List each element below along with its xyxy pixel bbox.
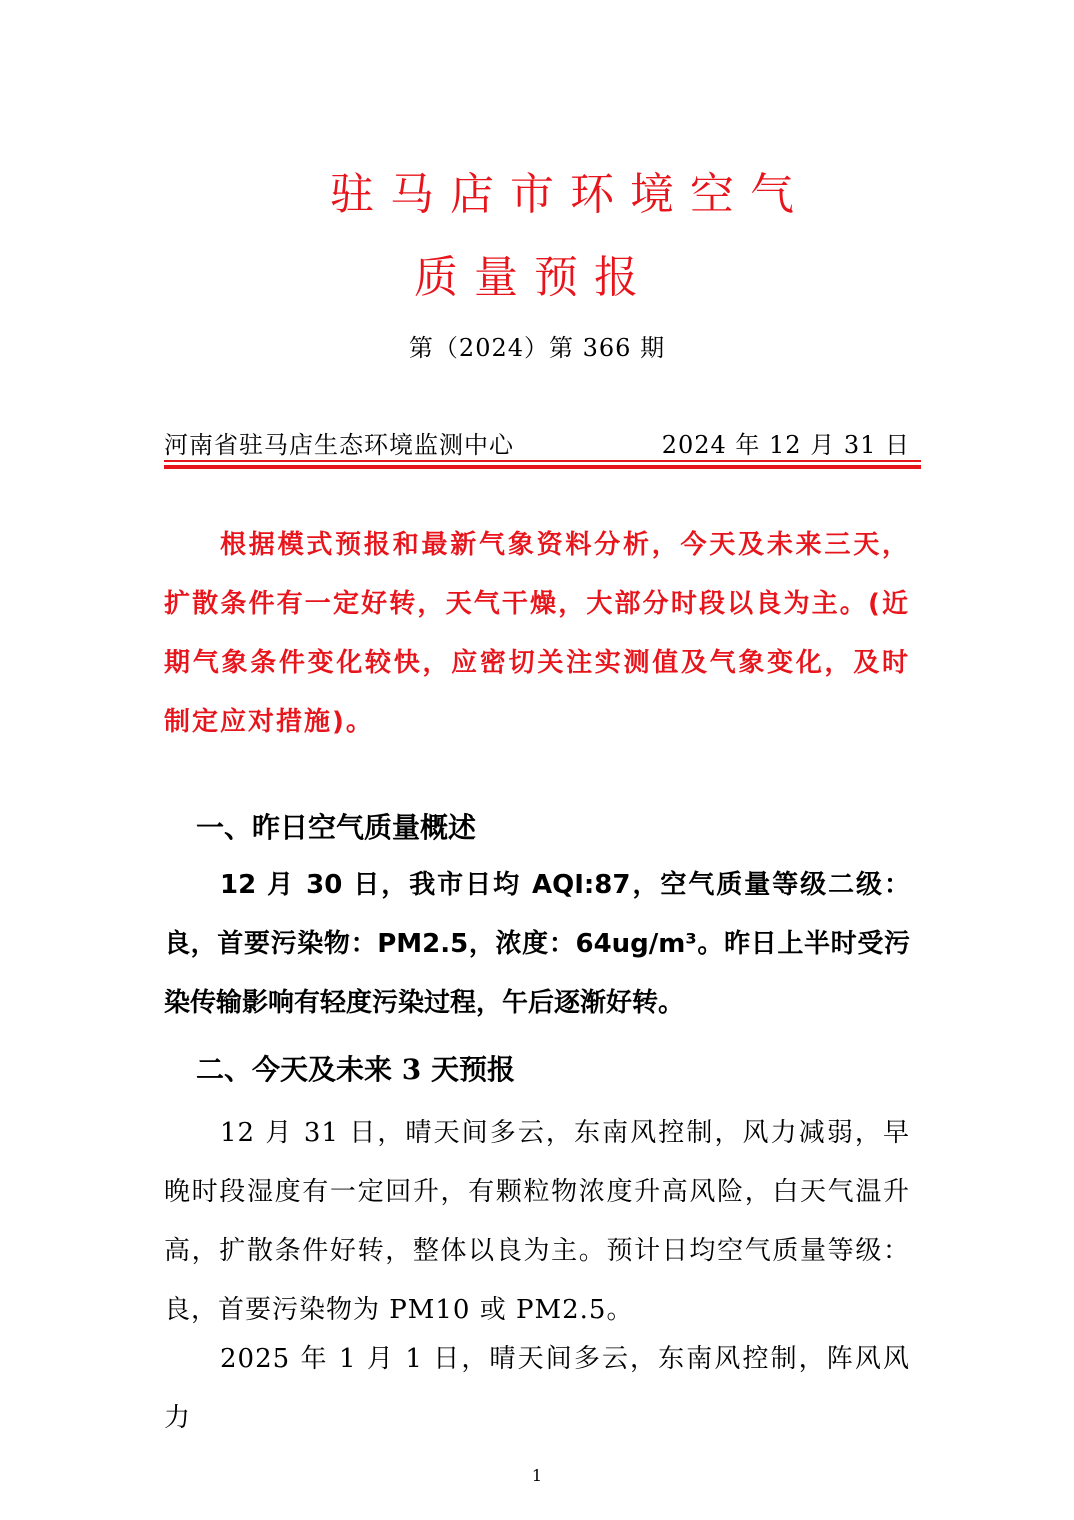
title-line-2: 质量预报	[414, 252, 654, 303]
page-number: 1	[531, 1466, 543, 1485]
issue-date: 2024 年 12 月 31 日	[661, 431, 910, 459]
issue-number: 第（2024）第 366 期	[408, 334, 666, 362]
section-heading-forecast: 二、今天及未来 3 天预报	[196, 1053, 515, 1086]
issuing-organization: 河南省驻马店生态环境监测中心	[164, 431, 514, 459]
forecast-paragraph-dec31: 12 月 31 日，晴天间多云，东南风控制，风力减弱，早晚时段湿度有一定回升，有颗粒物浓度升高风险，白天气温升高，扩散条件好转，整体以良为主。预计日均空气质量等级：良，首要污染物为 PM10 或 PM2.5。	[164, 1118, 910, 1325]
yesterday-overview-paragraph: 12 月 30 日，我市日均 AQI:87，空气质量等级二级：良，首要污染物：PM2.5，浓度：64ug/m³。昨日上半时受污染传输影响有轻度污染过程，午后逐渐好转。	[164, 870, 910, 1018]
title-line-1: 驻马店市环境空气	[330, 169, 810, 220]
forecast-paragraph-jan1: 2025 年 1 月 1 日，晴天间多云，东南风控制，阵风风力	[164, 1344, 910, 1433]
forecast-summary: 根据模式预报和最新气象资料分析，今天及未来三天，扩散条件有一定好转，天气干燥，大部分时段以良为主。(近期气象条件变化较快，应密切关注实测值及气象变化，及时制定应对措施)。	[164, 530, 910, 737]
section-heading-yesterday: 一、昨日空气质量概述	[196, 811, 477, 844]
header-divider-thick	[164, 465, 921, 469]
header-divider-thin	[164, 460, 921, 462]
